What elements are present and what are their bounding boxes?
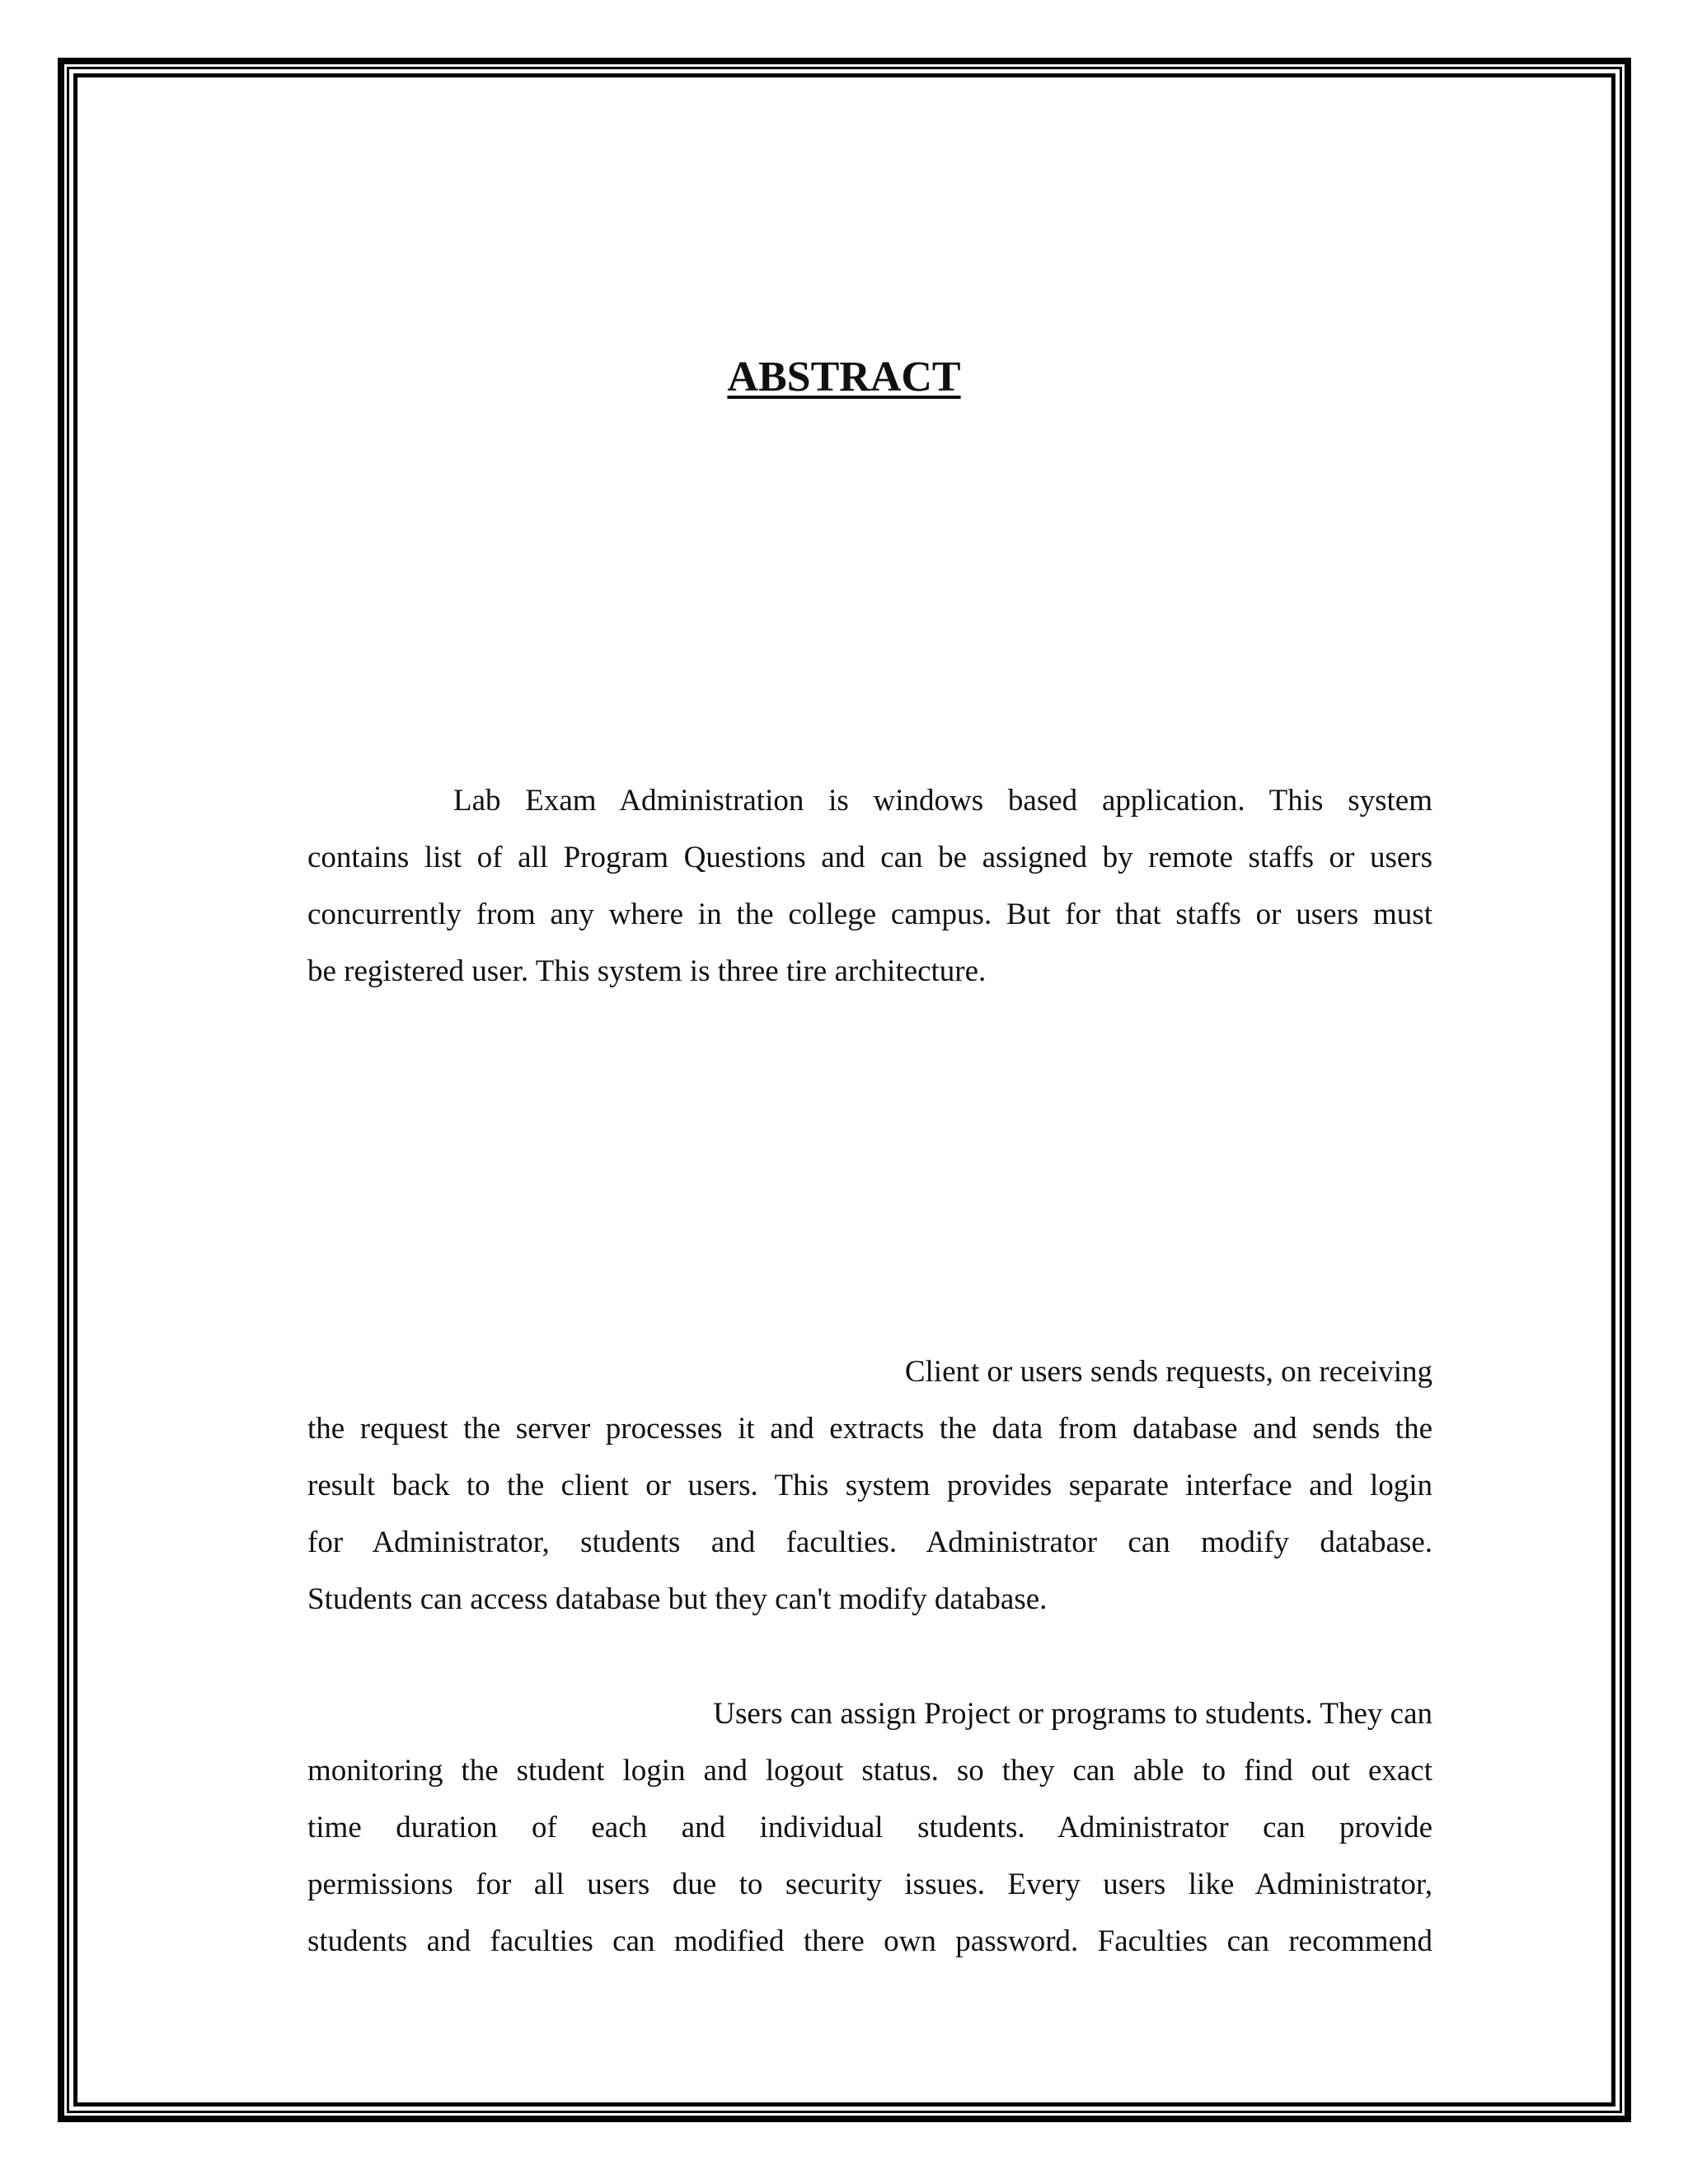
paragraph-line: be registered user. This system is three tire architecture. <box>307 954 987 988</box>
paragraph-line: permissions for all users due to security issues. Every users like Administrator, <box>307 1868 1432 1901</box>
abstract-paragraph-3 <box>307 1685 1432 1970</box>
paragraph-line: contains list of all Program Questions and can be assigned by remote staffs or users <box>307 841 1432 874</box>
paragraph-line: Students can access database but they can't modify database. <box>307 1582 1048 1616</box>
paragraph-line: for Administrator, students and faculties. Administrator can modify database. <box>307 1526 1432 1559</box>
paragraph-line: concurrently from any where in the college campus. But for that staffs or users must <box>307 898 1432 931</box>
abstract-paragraph-1 <box>307 772 1432 1000</box>
paragraph-line: students and faculties can modified there own password. Faculties can recommend <box>307 1924 1432 1958</box>
paragraph-line: monitoring the student login and logout status. so they can able to find out exact <box>307 1754 1432 1788</box>
paragraph-line: the request the server processes it and extracts the data from database and sends the <box>307 1412 1432 1446</box>
abstract-paragraph-2 <box>307 1343 1432 1628</box>
paragraph-line: result back to the client or users. This system provides separate interface and login <box>307 1469 1432 1502</box>
paragraph-line: time duration of each and individual students. Administrator can provide <box>307 1811 1432 1844</box>
paragraph-line: Client or users sends requests, on receiving <box>904 1355 1432 1389</box>
paragraph-line: Lab Exam Administration is windows based application. This system <box>453 784 1432 818</box>
page-title: ABSTRACT <box>727 354 961 401</box>
paragraph-line: Users can assign Project or programs to students. They can <box>713 1697 1432 1731</box>
